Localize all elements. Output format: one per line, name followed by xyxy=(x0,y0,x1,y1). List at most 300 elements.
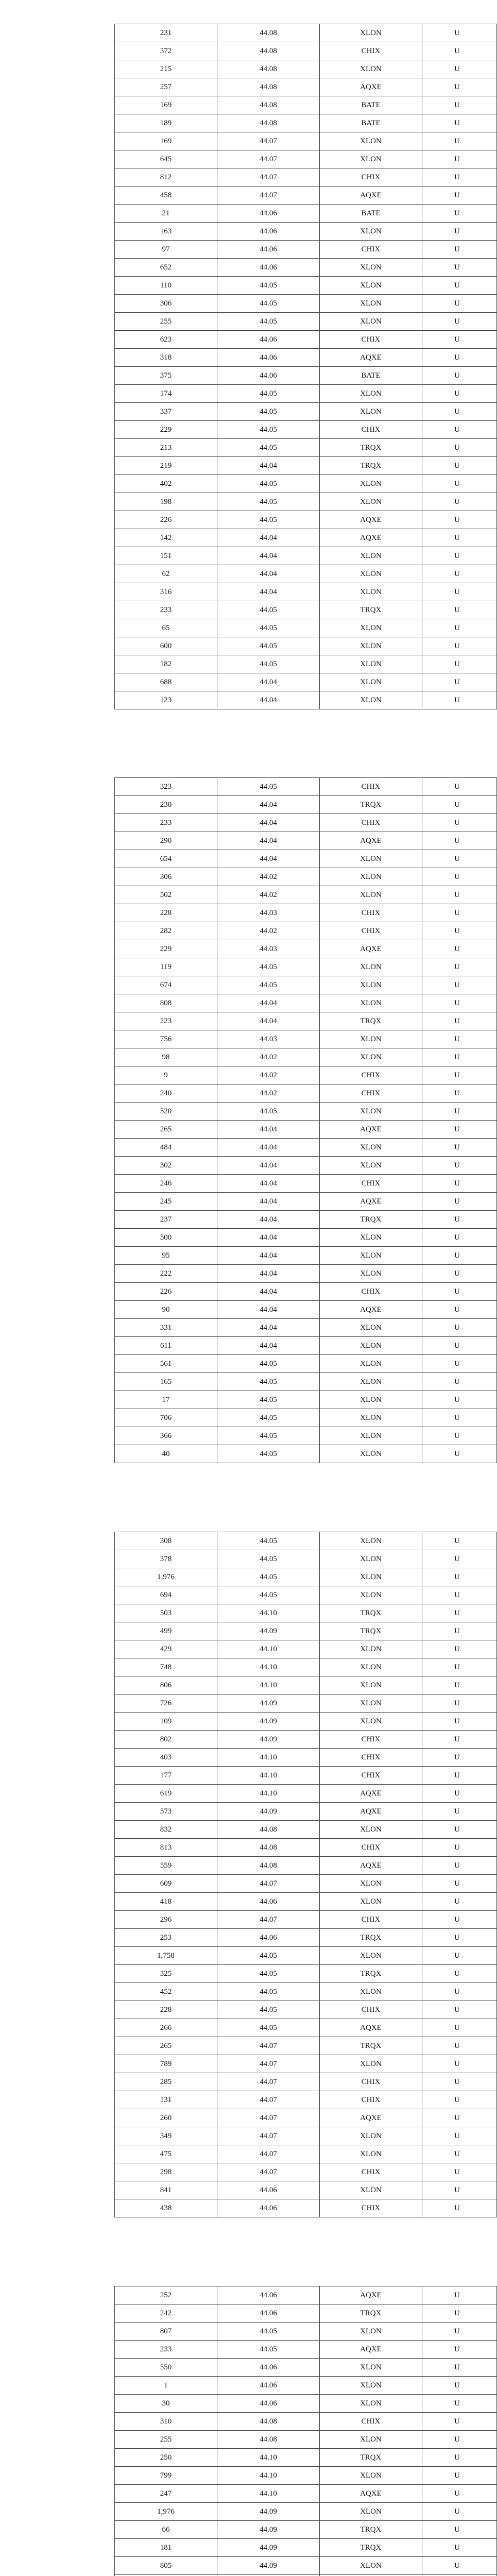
venue-cell: XLON xyxy=(320,619,422,637)
price-cell: 44.06 xyxy=(217,1893,320,1911)
venue-cell: XLON xyxy=(320,295,422,313)
venue-cell: CHIX xyxy=(320,1839,422,1857)
table-row xyxy=(115,223,497,241)
currency-cell: U xyxy=(422,1157,497,1175)
venue-cell: AQXE xyxy=(320,1301,422,1319)
venue-cell: AQXE xyxy=(320,2286,422,2304)
volume-cell: 247 xyxy=(115,2485,217,2503)
table-row xyxy=(115,850,497,868)
venue-cell: CHIX xyxy=(320,1175,422,1193)
table-row xyxy=(115,1821,497,1839)
table-row xyxy=(115,1929,497,1947)
price-cell: 44.05 xyxy=(217,1445,320,1463)
table-row xyxy=(115,958,497,976)
table-row xyxy=(115,655,497,673)
volume-cell: 499 xyxy=(115,1622,217,1640)
price-cell: 44.04 xyxy=(217,1319,320,1337)
venue-cell: AQXE xyxy=(320,2019,422,2037)
volume-cell: 520 xyxy=(115,1103,217,1121)
volume-cell: 429 xyxy=(115,1640,217,1658)
table-row xyxy=(115,1211,497,1229)
table-row xyxy=(115,1586,497,1604)
table-row xyxy=(115,2503,497,2521)
price-cell: 44.06 xyxy=(217,2359,320,2377)
price-cell: 44.10 xyxy=(217,1767,320,1785)
venue-cell: BATE xyxy=(320,96,422,114)
venue-cell: TRQX xyxy=(320,2449,422,2467)
price-cell: 44.10 xyxy=(217,1658,320,1676)
volume-cell: 306 xyxy=(115,868,217,886)
price-cell: 44.05 xyxy=(217,1550,320,1568)
price-cell: 44.05 xyxy=(217,421,320,439)
price-cell: 44.07 xyxy=(217,2127,320,2145)
venue-cell: XLON xyxy=(320,976,422,994)
volume-cell: 242 xyxy=(115,2304,217,2323)
price-cell: 44.06 xyxy=(217,331,320,349)
price-cell: 44.09 xyxy=(217,1622,320,1640)
table-row xyxy=(115,1550,497,1568)
price-cell: 44.07 xyxy=(217,1911,320,1929)
table-row xyxy=(115,2521,497,2539)
table-row xyxy=(115,2181,497,2199)
currency-cell: U xyxy=(422,1586,497,1604)
volume-cell: 229 xyxy=(115,421,217,439)
volume-cell: 789 xyxy=(115,2055,217,2073)
price-cell: 44.05 xyxy=(217,1103,320,1121)
price-cell: 44.04 xyxy=(217,457,320,475)
table-row xyxy=(115,96,497,114)
currency-cell: U xyxy=(422,1532,497,1550)
currency-cell: U xyxy=(422,367,497,385)
venue-cell: CHIX xyxy=(320,421,422,439)
venue-cell: CHIX xyxy=(320,2199,422,2217)
price-cell: 44.06 xyxy=(217,1929,320,1947)
table-row xyxy=(115,42,497,60)
price-cell: 44.04 xyxy=(217,1247,320,1265)
price-cell: 44.09 xyxy=(217,2539,320,2557)
price-cell: 44.03 xyxy=(217,1030,320,1048)
volume-cell: 123 xyxy=(115,691,217,709)
currency-cell: U xyxy=(422,421,497,439)
currency-cell: U xyxy=(422,96,497,114)
volume-cell: 310 xyxy=(115,2413,217,2431)
volume-cell: 561 xyxy=(115,1355,217,1373)
currency-cell: U xyxy=(422,2359,497,2377)
table-row xyxy=(115,832,497,850)
price-cell: 44.05 xyxy=(217,1355,320,1373)
volume-cell: 337 xyxy=(115,403,217,421)
table-row xyxy=(115,114,497,132)
volume-cell: 302 xyxy=(115,1157,217,1175)
venue-cell: XLON xyxy=(320,565,422,583)
venue-cell: AQXE xyxy=(320,1857,422,1875)
table-row xyxy=(115,2199,497,2217)
venue-cell: XLON xyxy=(320,2467,422,2485)
currency-cell: U xyxy=(422,2019,497,2037)
currency-cell: U xyxy=(422,850,497,868)
volume-cell: 233 xyxy=(115,601,217,619)
table-row xyxy=(115,994,497,1012)
currency-cell: U xyxy=(422,1767,497,1785)
volume-cell: 318 xyxy=(115,349,217,367)
venue-cell: CHIX xyxy=(320,922,422,940)
venue-cell: BATE xyxy=(320,367,422,385)
volume-cell: 237 xyxy=(115,1211,217,1229)
price-cell: 44.07 xyxy=(217,187,320,205)
currency-cell: U xyxy=(422,565,497,583)
price-cell: 44.10 xyxy=(217,1749,320,1767)
venue-cell: CHIX xyxy=(320,1749,422,1767)
table-row xyxy=(115,2055,497,2073)
currency-cell: U xyxy=(422,132,497,150)
price-cell: 44.04 xyxy=(217,796,320,814)
venue-cell: XLON xyxy=(320,2359,422,2377)
currency-cell: U xyxy=(422,1658,497,1676)
venue-cell: XLON xyxy=(320,475,422,493)
venue-cell: XLON xyxy=(320,493,422,511)
volume-cell: 222 xyxy=(115,1265,217,1283)
volume-cell: 1,976 xyxy=(115,2503,217,2521)
table-row xyxy=(115,2359,497,2377)
volume-cell: 226 xyxy=(115,511,217,529)
venue-cell: TRQX xyxy=(320,439,422,457)
table-row xyxy=(115,1409,497,1427)
currency-cell: U xyxy=(422,349,497,367)
table-row xyxy=(115,1947,497,1965)
venue-cell: XLON xyxy=(320,1373,422,1391)
price-cell: 44.05 xyxy=(217,277,320,295)
price-cell: 44.09 xyxy=(217,1731,320,1749)
venue-cell: XLON xyxy=(320,2503,422,2521)
venue-cell: CHIX xyxy=(320,1066,422,1084)
price-cell: 44.05 xyxy=(217,493,320,511)
volume-cell: 65 xyxy=(115,619,217,637)
volume-cell: 1,976 xyxy=(115,1568,217,1586)
volume-cell: 255 xyxy=(115,2431,217,2449)
price-cell: 44.06 xyxy=(217,2395,320,2413)
volume-cell: 245 xyxy=(115,1193,217,1211)
volume-cell: 177 xyxy=(115,1767,217,1785)
venue-cell: XLON xyxy=(320,1875,422,1893)
table-row xyxy=(115,2413,497,2431)
price-cell: 44.04 xyxy=(217,1193,320,1211)
price-cell: 44.10 xyxy=(217,1785,320,1803)
venue-cell: AQXE xyxy=(320,2485,422,2503)
table-row xyxy=(115,547,497,565)
currency-cell: U xyxy=(422,2413,497,2431)
venue-cell: XLON xyxy=(320,1893,422,1911)
price-cell: 44.09 xyxy=(217,2557,320,2575)
table-row xyxy=(115,1301,497,1319)
volume-cell: 231 xyxy=(115,24,217,42)
price-cell: 44.05 xyxy=(217,1532,320,1550)
volume-cell: 62 xyxy=(115,565,217,583)
table-row xyxy=(115,2304,497,2323)
price-cell: 44.06 xyxy=(217,2286,320,2304)
volume-cell: 654 xyxy=(115,850,217,868)
volume-cell: 375 xyxy=(115,367,217,385)
volume-cell: 215 xyxy=(115,60,217,78)
price-cell: 44.06 xyxy=(217,223,320,241)
currency-cell: U xyxy=(422,832,497,850)
price-cell: 44.05 xyxy=(217,619,320,637)
volume-cell: 500 xyxy=(115,1229,217,1247)
venue-cell: AQXE xyxy=(320,1803,422,1821)
venue-cell: XLON xyxy=(320,583,422,601)
table-row xyxy=(115,691,497,709)
venue-cell: XLON xyxy=(320,1139,422,1157)
currency-cell: U xyxy=(422,868,497,886)
currency-cell: U xyxy=(422,1983,497,2001)
price-cell: 44.06 xyxy=(217,241,320,259)
volume-cell: 169 xyxy=(115,96,217,114)
venue-cell: XLON xyxy=(320,1947,422,1965)
price-cell: 44.04 xyxy=(217,565,320,583)
currency-cell: U xyxy=(422,1785,497,1803)
currency-cell: U xyxy=(422,168,497,187)
volume-cell: 805 xyxy=(115,2557,217,2575)
venue-cell: XLON xyxy=(320,1247,422,1265)
volume-cell: 257 xyxy=(115,78,217,96)
price-cell: 44.05 xyxy=(217,976,320,994)
currency-cell: U xyxy=(422,2001,497,2019)
table-row xyxy=(115,2485,497,2503)
price-cell: 44.05 xyxy=(217,403,320,421)
volume-cell: 812 xyxy=(115,168,217,187)
venue-cell: CHIX xyxy=(320,2091,422,2109)
volume-cell: 246 xyxy=(115,1175,217,1193)
currency-cell: U xyxy=(422,331,497,349)
venue-cell: XLON xyxy=(320,259,422,277)
table-row xyxy=(115,168,497,187)
venue-cell: XLON xyxy=(320,1391,422,1409)
table-row xyxy=(115,1640,497,1658)
price-cell: 44.10 xyxy=(217,1640,320,1658)
currency-cell: U xyxy=(422,1893,497,1911)
table-row xyxy=(115,1694,497,1713)
venue-cell: XLON xyxy=(320,223,422,241)
volume-cell: 266 xyxy=(115,2019,217,2037)
table-row xyxy=(115,940,497,958)
currency-cell: U xyxy=(422,1139,497,1157)
table-row xyxy=(115,1713,497,1731)
venue-cell: CHIX xyxy=(320,1731,422,1749)
volume-cell: 66 xyxy=(115,2521,217,2539)
table-row xyxy=(115,1731,497,1749)
price-cell: 44.09 xyxy=(217,1803,320,1821)
currency-cell: U xyxy=(422,2286,497,2304)
price-cell: 44.05 xyxy=(217,313,320,331)
price-cell: 44.03 xyxy=(217,904,320,922)
venue-cell: XLON xyxy=(320,1103,422,1121)
table-row xyxy=(115,1084,497,1103)
price-cell: 44.07 xyxy=(217,2163,320,2181)
volume-cell: 611 xyxy=(115,1337,217,1355)
price-cell: 44.02 xyxy=(217,868,320,886)
price-cell: 44.04 xyxy=(217,1211,320,1229)
price-cell: 44.05 xyxy=(217,637,320,655)
currency-cell: U xyxy=(422,60,497,78)
currency-cell: U xyxy=(422,511,497,529)
price-cell: 44.04 xyxy=(217,1157,320,1175)
table-row xyxy=(115,2001,497,2019)
currency-cell: U xyxy=(422,403,497,421)
table-row xyxy=(115,1139,497,1157)
volume-cell: 265 xyxy=(115,1121,217,1139)
volume-cell: 21 xyxy=(115,205,217,223)
price-cell: 44.05 xyxy=(217,601,320,619)
table-row xyxy=(115,2037,497,2055)
venue-cell: XLON xyxy=(320,385,422,403)
price-cell: 44.07 xyxy=(217,2109,320,2127)
table-row xyxy=(115,1749,497,1767)
venue-cell: XLON xyxy=(320,1713,422,1731)
venue-cell: XLON xyxy=(320,2127,422,2145)
venue-cell: CHIX xyxy=(320,2073,422,2091)
price-cell: 44.02 xyxy=(217,1048,320,1066)
currency-cell: U xyxy=(422,1857,497,1875)
venue-cell: XLON xyxy=(320,886,422,904)
trades-table-2 xyxy=(114,777,497,1463)
price-cell: 44.10 xyxy=(217,2449,320,2467)
volume-cell: 308 xyxy=(115,1532,217,1550)
price-cell: 44.05 xyxy=(217,1427,320,1445)
price-cell: 44.04 xyxy=(217,1121,320,1139)
table-row xyxy=(115,78,497,96)
currency-cell: U xyxy=(422,1103,497,1121)
price-cell: 44.05 xyxy=(217,2001,320,2019)
price-cell: 44.03 xyxy=(217,940,320,958)
currency-cell: U xyxy=(422,2037,497,2055)
currency-cell: U xyxy=(422,994,497,1012)
venue-cell: XLON xyxy=(320,547,422,565)
volume-cell: 802 xyxy=(115,1731,217,1749)
currency-cell: U xyxy=(422,1301,497,1319)
venue-cell: AQXE xyxy=(320,1193,422,1211)
venue-cell: XLON xyxy=(320,1265,422,1283)
currency-cell: U xyxy=(422,2341,497,2359)
venue-cell: XLON xyxy=(320,2431,422,2449)
volume-cell: 619 xyxy=(115,1785,217,1803)
price-cell: 44.04 xyxy=(217,1012,320,1030)
volume-cell: 694 xyxy=(115,1586,217,1604)
volume-cell: 458 xyxy=(115,187,217,205)
volume-cell: 226 xyxy=(115,1283,217,1301)
volume-cell: 296 xyxy=(115,1911,217,1929)
table-row xyxy=(115,1337,497,1355)
price-cell: 44.04 xyxy=(217,673,320,691)
price-cell: 44.08 xyxy=(217,60,320,78)
volume-cell: 181 xyxy=(115,2539,217,2557)
currency-cell: U xyxy=(422,637,497,655)
table-row xyxy=(115,1103,497,1121)
price-cell: 44.06 xyxy=(217,367,320,385)
venue-cell: TRQX xyxy=(320,2304,422,2323)
price-cell: 44.09 xyxy=(217,2521,320,2539)
table-row xyxy=(115,1893,497,1911)
table-row xyxy=(115,1427,497,1445)
venue-cell: XLON xyxy=(320,1550,422,1568)
currency-cell: U xyxy=(422,78,497,96)
table-row xyxy=(115,295,497,313)
price-cell: 44.05 xyxy=(217,1983,320,2001)
volume-cell: 109 xyxy=(115,1713,217,1731)
table-row xyxy=(115,886,497,904)
venue-cell: XLON xyxy=(320,1821,422,1839)
currency-cell: U xyxy=(422,940,497,958)
venue-cell: TRQX xyxy=(320,2539,422,2557)
volume-cell: 349 xyxy=(115,2127,217,2145)
venue-cell: XLON xyxy=(320,2055,422,2073)
table-row xyxy=(115,457,497,475)
currency-cell: U xyxy=(422,1193,497,1211)
price-cell: 44.08 xyxy=(217,1821,320,1839)
table-row xyxy=(115,385,497,403)
volume-cell: 250 xyxy=(115,2449,217,2467)
table-row xyxy=(115,1319,497,1337)
table-row xyxy=(115,2467,497,2485)
venue-cell: XLON xyxy=(320,850,422,868)
volume-cell: 403 xyxy=(115,1749,217,1767)
volume-cell: 1 xyxy=(115,2377,217,2395)
price-cell: 44.09 xyxy=(217,1713,320,1731)
table-row xyxy=(115,601,497,619)
price-cell: 44.04 xyxy=(217,1283,320,1301)
currency-cell: U xyxy=(422,796,497,814)
currency-cell: U xyxy=(422,778,497,796)
currency-cell: U xyxy=(422,814,497,832)
currency-cell: U xyxy=(422,691,497,709)
table-row xyxy=(115,814,497,832)
currency-cell: U xyxy=(422,922,497,940)
currency-cell: U xyxy=(422,493,497,511)
price-cell: 44.04 xyxy=(217,583,320,601)
currency-cell: U xyxy=(422,547,497,565)
currency-cell: U xyxy=(422,1409,497,1427)
volume-cell: 40 xyxy=(115,1445,217,1463)
currency-cell: U xyxy=(422,1175,497,1193)
table-row xyxy=(115,1658,497,1676)
volume-cell: 484 xyxy=(115,1139,217,1157)
venue-cell: XLON xyxy=(320,150,422,168)
currency-cell: U xyxy=(422,583,497,601)
price-cell: 44.04 xyxy=(217,1265,320,1283)
table-row xyxy=(115,2539,497,2557)
price-cell: 44.05 xyxy=(217,655,320,673)
trades-table-1 xyxy=(114,24,497,709)
currency-cell: U xyxy=(422,2503,497,2521)
venue-cell: TRQX xyxy=(320,1929,422,1947)
currency-cell: U xyxy=(422,2055,497,2073)
currency-cell: U xyxy=(422,259,497,277)
volume-cell: 90 xyxy=(115,1301,217,1319)
volume-cell: 253 xyxy=(115,1929,217,1947)
currency-cell: U xyxy=(422,1373,497,1391)
venue-cell: CHIX xyxy=(320,2163,422,2181)
currency-cell: U xyxy=(422,1821,497,1839)
currency-cell: U xyxy=(422,1550,497,1568)
table-row xyxy=(115,1803,497,1821)
table-row xyxy=(115,2431,497,2449)
table-row xyxy=(115,2109,497,2127)
volume-cell: 290 xyxy=(115,832,217,850)
currency-cell: U xyxy=(422,1319,497,1337)
venue-cell: XLON xyxy=(320,1355,422,1373)
venue-cell: TRQX xyxy=(320,601,422,619)
price-cell: 44.07 xyxy=(217,2037,320,2055)
volume-cell: 97 xyxy=(115,241,217,259)
volume-cell: 325 xyxy=(115,1965,217,1983)
